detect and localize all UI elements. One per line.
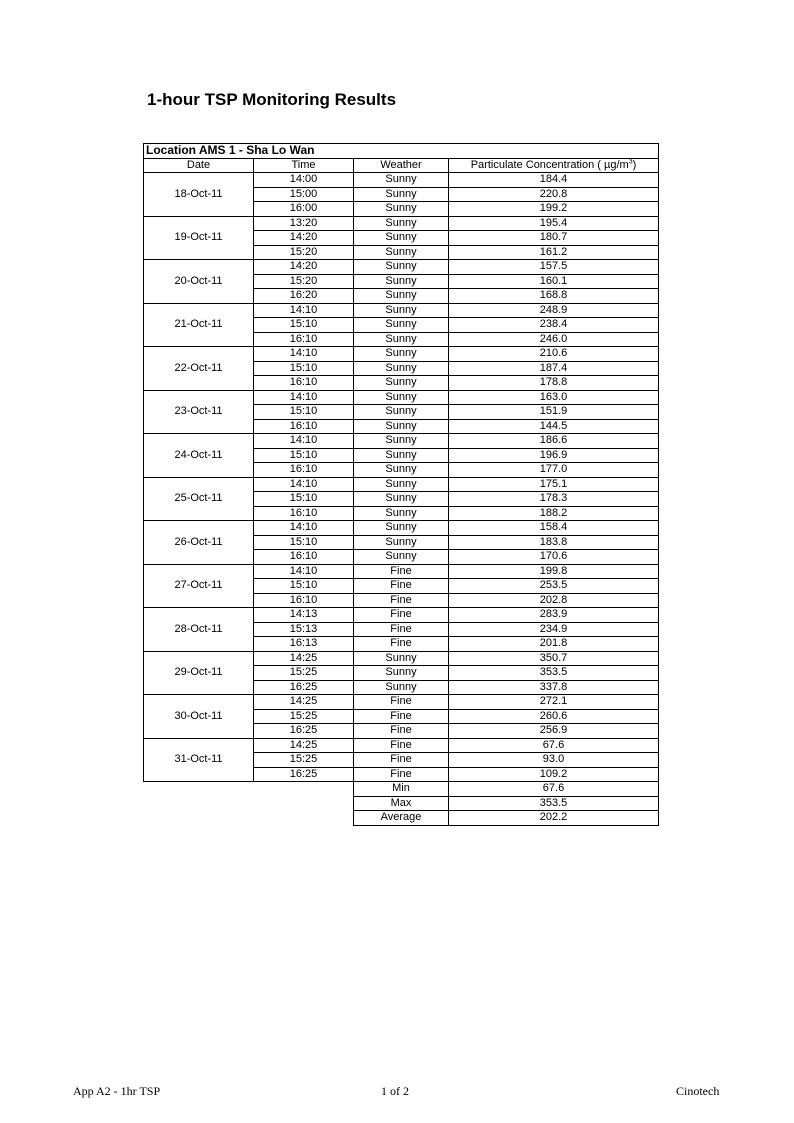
concentration-header-text: Particulate Concentration ( µg/m [470, 158, 629, 171]
weather-cell: Sunny [354, 274, 449, 289]
concentration-cell: 163.0 [449, 390, 659, 405]
table-row [144, 651, 659, 666]
footer-left: App A2 - 1hr TSP [73, 1084, 161, 1098]
weather-cell: Sunny [354, 173, 449, 188]
time-cell: 16:10 [254, 550, 354, 565]
date-cell: 22-Oct-11 [144, 347, 254, 391]
concentration-cell: 272.1 [449, 695, 659, 710]
concentration-cell: 353.5 [449, 666, 659, 681]
concentration-cell: 256.9 [449, 724, 659, 739]
page-title: 1-hour TSP Monitoring Results [147, 90, 397, 109]
summary-label: Average [354, 811, 449, 826]
weather-cell: Fine [354, 695, 449, 710]
time-cell: 16:10 [254, 332, 354, 347]
date-cell: 31-Oct-11 [144, 738, 254, 782]
weather-cell: Sunny [354, 535, 449, 550]
summary-label: Min [354, 782, 449, 797]
weather-cell: Sunny [354, 289, 449, 304]
weather-cell: Sunny [354, 318, 449, 333]
concentration-cell: 151.9 [449, 405, 659, 420]
time-cell: 15:10 [254, 448, 354, 463]
weather-cell: Fine [354, 724, 449, 739]
weather-cell: Sunny [354, 405, 449, 420]
time-cell: 16:10 [254, 593, 354, 608]
weather-cell: Sunny [354, 187, 449, 202]
time-cell: 15:13 [254, 622, 354, 637]
weather-cell: Sunny [354, 680, 449, 695]
date-cell: 21-Oct-11 [144, 303, 254, 347]
concentration-cell: 157.5 [449, 260, 659, 275]
concentration-cell: 178.3 [449, 492, 659, 507]
footer-company: Cinotech [676, 1084, 720, 1098]
date-cell: 25-Oct-11 [144, 477, 254, 521]
date-cell: 23-Oct-11 [144, 390, 254, 434]
concentration-cell: 186.6 [449, 434, 659, 449]
table-row [144, 738, 659, 753]
concentration-cell: 195.4 [449, 216, 659, 231]
weather-cell: Sunny [354, 347, 449, 362]
concentration-header [449, 158, 659, 173]
weather-cell: Sunny [354, 434, 449, 449]
date-cell: 27-Oct-11 [144, 564, 254, 608]
time-cell: 15:20 [254, 245, 354, 260]
table-row [144, 521, 659, 536]
time-cell: 15:25 [254, 753, 354, 768]
weather-cell: Fine [354, 753, 449, 768]
concentration-cell: 177.0 [449, 463, 659, 478]
time-cell: 14:13 [254, 608, 354, 623]
concentration-cell: 199.2 [449, 202, 659, 217]
time-cell: 15:25 [254, 666, 354, 681]
concentration-cell: 144.5 [449, 419, 659, 434]
time-cell: 15:20 [254, 274, 354, 289]
concentration-cell: 170.6 [449, 550, 659, 565]
time-cell: 16:00 [254, 202, 354, 217]
location-row [144, 144, 659, 159]
weather-cell: Fine [354, 608, 449, 623]
weather-cell: Sunny [354, 666, 449, 681]
table-row [144, 260, 659, 275]
date-cell: 19-Oct-11 [144, 216, 254, 260]
time-cell: 15:10 [254, 579, 354, 594]
summary-value: 353.5 [449, 796, 659, 811]
concentration-cell: 161.2 [449, 245, 659, 260]
weather-cell: Sunny [354, 463, 449, 478]
weather-cell: Sunny [354, 231, 449, 246]
date-cell: 18-Oct-11 [144, 173, 254, 217]
time-cell: 13:20 [254, 216, 354, 231]
concentration-header-sup: 3 [628, 158, 633, 166]
concentration-cell: 158.4 [449, 521, 659, 536]
weather-cell: Sunny [354, 376, 449, 391]
time-cell: 14:25 [254, 651, 354, 666]
weather-cell: Sunny [354, 361, 449, 376]
time-cell: 14:10 [254, 521, 354, 536]
concentration-header-close: ) [632, 158, 637, 171]
date-header: Date [144, 158, 254, 173]
weather-cell: Sunny [354, 419, 449, 434]
table-row [144, 564, 659, 579]
time-cell: 16:20 [254, 289, 354, 304]
table-row [144, 390, 659, 405]
weather-cell: Sunny [354, 448, 449, 463]
table-row [144, 347, 659, 362]
date-cell: 30-Oct-11 [144, 695, 254, 739]
weather-cell: Sunny [354, 521, 449, 536]
time-cell: 16:10 [254, 419, 354, 434]
location-label: Location AMS 1 - Sha Lo Wan [144, 144, 659, 159]
date-cell: 24-Oct-11 [144, 434, 254, 478]
table-row [144, 434, 659, 449]
date-cell: 26-Oct-11 [144, 521, 254, 565]
summary-spacer [144, 782, 354, 797]
time-cell: 16:25 [254, 680, 354, 695]
time-cell: 15:10 [254, 318, 354, 333]
time-cell: 14:10 [254, 303, 354, 318]
time-cell: 15:10 [254, 361, 354, 376]
concentration-cell: 178.8 [449, 376, 659, 391]
time-cell: 16:13 [254, 637, 354, 652]
summary-row [144, 811, 659, 826]
table-row [144, 477, 659, 492]
time-cell: 15:00 [254, 187, 354, 202]
concentration-cell: 210.6 [449, 347, 659, 362]
time-cell: 16:10 [254, 506, 354, 521]
weather-cell: Sunny [354, 550, 449, 565]
concentration-cell: 180.7 [449, 231, 659, 246]
footer-page-number: 1 of 2 [381, 1084, 409, 1098]
concentration-cell: 220.8 [449, 187, 659, 202]
concentration-cell: 248.9 [449, 303, 659, 318]
concentration-cell: 202.8 [449, 593, 659, 608]
time-cell: 15:10 [254, 405, 354, 420]
table-row [144, 695, 659, 710]
time-cell: 14:20 [254, 260, 354, 275]
time-cell: 16:25 [254, 724, 354, 739]
weather-cell: Sunny [354, 216, 449, 231]
weather-cell: Sunny [354, 332, 449, 347]
weather-cell: Sunny [354, 477, 449, 492]
weather-cell: Fine [354, 622, 449, 637]
summary-spacer [144, 811, 354, 826]
tsp-results-table [143, 143, 659, 826]
concentration-cell: 337.8 [449, 680, 659, 695]
time-cell: 16:25 [254, 767, 354, 782]
weather-cell: Sunny [354, 390, 449, 405]
time-cell: 15:25 [254, 709, 354, 724]
header-row [144, 158, 659, 173]
concentration-cell: 283.9 [449, 608, 659, 623]
table-row [144, 216, 659, 231]
time-cell: 14:10 [254, 347, 354, 362]
concentration-cell: 234.9 [449, 622, 659, 637]
date-cell: 29-Oct-11 [144, 651, 254, 695]
concentration-cell: 93.0 [449, 753, 659, 768]
table-row [144, 608, 659, 623]
date-cell: 20-Oct-11 [144, 260, 254, 304]
weather-cell: Sunny [354, 260, 449, 275]
concentration-cell: 168.8 [449, 289, 659, 304]
time-cell: 14:25 [254, 695, 354, 710]
weather-cell: Sunny [354, 303, 449, 318]
concentration-cell: 109.2 [449, 767, 659, 782]
concentration-cell: 183.8 [449, 535, 659, 550]
time-cell: 14:10 [254, 564, 354, 579]
weather-cell: Fine [354, 564, 449, 579]
weather-header: Weather [354, 158, 449, 173]
time-cell: 14:20 [254, 231, 354, 246]
weather-cell: Sunny [354, 492, 449, 507]
time-cell: 14:00 [254, 173, 354, 188]
concentration-cell: 187.4 [449, 361, 659, 376]
concentration-cell: 238.4 [449, 318, 659, 333]
weather-cell: Sunny [354, 506, 449, 521]
time-cell: 15:10 [254, 492, 354, 507]
time-cell: 16:10 [254, 376, 354, 391]
time-cell: 14:25 [254, 738, 354, 753]
weather-cell: Fine [354, 709, 449, 724]
time-cell: 16:10 [254, 463, 354, 478]
concentration-cell: 199.8 [449, 564, 659, 579]
concentration-cell: 253.5 [449, 579, 659, 594]
concentration-cell: 188.2 [449, 506, 659, 521]
summary-value: 67.6 [449, 782, 659, 797]
weather-cell: Fine [354, 738, 449, 753]
time-cell: 14:10 [254, 390, 354, 405]
table-row [144, 173, 659, 188]
concentration-cell: 260.6 [449, 709, 659, 724]
weather-cell: Fine [354, 637, 449, 652]
concentration-cell: 350.7 [449, 651, 659, 666]
concentration-cell: 67.6 [449, 738, 659, 753]
concentration-cell: 201.8 [449, 637, 659, 652]
weather-cell: Fine [354, 593, 449, 608]
time-cell: 14:10 [254, 434, 354, 449]
weather-cell: Fine [354, 579, 449, 594]
weather-cell: Sunny [354, 651, 449, 666]
concentration-cell: 175.1 [449, 477, 659, 492]
weather-cell: Sunny [354, 202, 449, 217]
concentration-cell: 196.9 [449, 448, 659, 463]
concentration-cell: 246.0 [449, 332, 659, 347]
summary-row [144, 796, 659, 811]
date-cell: 28-Oct-11 [144, 608, 254, 652]
time-cell: 15:10 [254, 535, 354, 550]
concentration-cell: 184.4 [449, 173, 659, 188]
time-cell: 14:10 [254, 477, 354, 492]
summary-row [144, 782, 659, 797]
table-row [144, 303, 659, 318]
weather-cell: Fine [354, 767, 449, 782]
summary-spacer [144, 796, 354, 811]
summary-label: Max [354, 796, 449, 811]
time-header: Time [254, 158, 354, 173]
weather-cell: Sunny [354, 245, 449, 260]
summary-value: 202.2 [449, 811, 659, 826]
concentration-cell: 160.1 [449, 274, 659, 289]
